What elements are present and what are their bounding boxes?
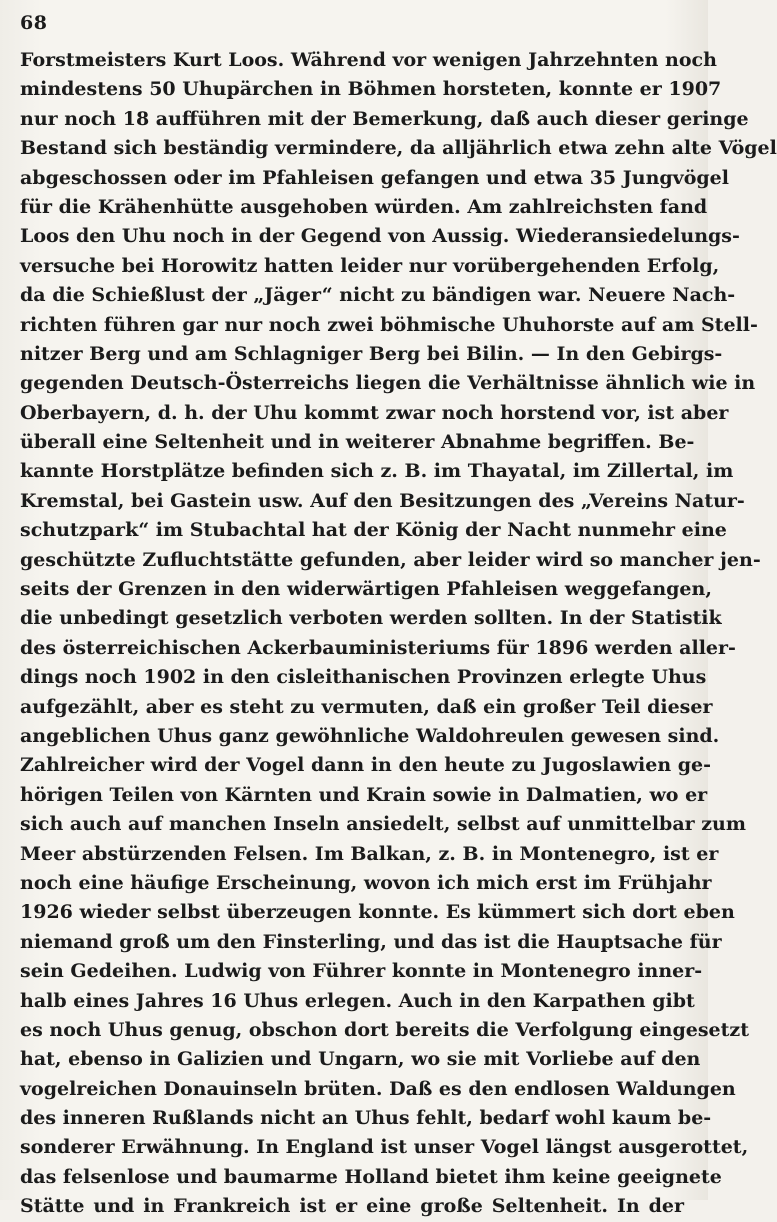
text-line: aufgezählt, aber es steht zu vermuten, daß ein großer Teil dieser xyxy=(20,695,713,718)
text-line: Loos den Uhu noch in der Gegend von Aussig. Wiederansiedelungs- xyxy=(20,225,740,248)
text-line: versuche bei Horowitz hatten leider nur vorübergehenden Erfolg, xyxy=(20,254,720,277)
text-line: kannte Horstplätze befinden sich z. B. im Thayatal, im Zillertal, im xyxy=(20,460,734,483)
text-line: nur noch 18 aufführen mit der Bemerkung, daß auch dieser geringe xyxy=(20,107,749,130)
text-line: Oberbayern, d. h. der Uhu kommt zwar noch horstend vor, ist aber xyxy=(20,401,729,424)
text-line: abgeschossen oder im Pfahleisen gefangen und etwa 35 Jungvögel xyxy=(20,166,729,189)
body-text xyxy=(20,46,777,1222)
text-line: hörigen Teilen von Kärnten und Krain sowie in Dalmatien, wo er xyxy=(20,783,708,806)
text-line: mindestens 50 Uhupärchen in Böhmen horsteten, konnte er 1907 xyxy=(20,78,722,101)
text-line: überall eine Seltenheit und in weiterer Abnahme begriffen. Be- xyxy=(20,431,695,454)
text-line: sonderer Erwähnung. In England ist unser Vogel längst ausgerottet, xyxy=(20,1136,749,1159)
text-line: Forstmeisters Kurt Loos. Während vor wenigen Jahrzehnten noch xyxy=(20,49,717,71)
text-line: richten führen gar nur noch zwei böhmische Uhuhorste auf am Stell- xyxy=(20,313,758,336)
text-line: des inneren Rußlands nicht an Uhus fehlt, bedarf wohl kaum be- xyxy=(20,1107,712,1130)
text-line: schutzpark“ im Stubachtal hat der König der Nacht nunmehr eine xyxy=(20,519,727,542)
page-number: 68 xyxy=(20,12,48,34)
text-line: Stätte und in Frankreich ist er eine große Seltenheit. In der xyxy=(20,1195,684,1218)
text-line: gegenden Deutsch-Österreichs liegen die Verhältnisse ähnlich wie in xyxy=(20,372,756,395)
text-line: Zahlreicher wird der Vogel dann in den heute zu Jugoslawien ge- xyxy=(20,754,712,777)
text-line: die unbedingt gesetzlich verboten werden sollten. In der Statistik xyxy=(20,607,722,630)
text-line: niemand groß um den Finsterling, und das ist die Hauptsache für xyxy=(20,930,722,953)
text-line: geschützte Zufluchtstätte gefunden, aber leider wird so mancher jen- xyxy=(20,548,761,571)
text-line: für die Krähenhütte ausgehoben würden. Am zahlreichsten fand xyxy=(20,195,708,218)
text-line: seits der Grenzen in den widerwärtigen Pfahleisen weggefangen, xyxy=(20,578,712,601)
text-line: das felsenlose und baumarme Holland bietet ihm keine geeignete xyxy=(20,1165,722,1188)
text-line: vogelreichen Donauinseln brüten. Daß es den endlosen Waldungen xyxy=(20,1077,736,1100)
text-line: noch eine häufige Erscheinung, wovon ich mich erst im Frühjahr xyxy=(20,871,712,894)
text-line: nitzer Berg und am Schlagniger Berg bei Bilin. — In den Gebirgs- xyxy=(20,342,723,365)
text-line: sich auch auf manchen Inseln ansiedelt, selbst auf unmittelbar zum xyxy=(20,813,746,836)
text-line: Bestand sich beständig vermindere, da alljährlich etwa zehn alte Vögel xyxy=(20,137,777,160)
text-line: da die Schießlust der „Jäger“ nicht zu bändigen war. Neuere Nach- xyxy=(20,284,736,307)
text-line: des österreichischen Ackerbauministeriums für 1896 werden aller- xyxy=(20,636,736,659)
text-line: dings noch 1902 in den cisleithanischen Provinzen erlegte Uhus xyxy=(20,666,707,689)
text-line: hat, ebenso in Galizien und Ungarn, wo sie mit Vorliebe auf den xyxy=(20,1048,701,1071)
text-line: es noch Uhus genug, obschon dort bereits die Verfolgung eingesetzt xyxy=(20,1018,749,1041)
text-line: angeblichen Uhus ganz gewöhnliche Waldohreulen gewesen sind. xyxy=(20,724,720,747)
text-line: halb eines Jahres 16 Uhus erlegen. Auch in den Karpathen gibt xyxy=(20,989,695,1012)
text-line: Meer abstürzenden Felsen. Im Balkan, z. B. in Montenegro, ist er xyxy=(20,842,719,865)
text-line: 1926 wieder selbst überzeugen konnte. Es kümmert sich dort eben xyxy=(20,901,735,924)
text-line: Kremstal, bei Gastein usw. Auf den Besitzungen des „Vereins Natur- xyxy=(20,489,745,512)
text-line: sein Gedeihen. Ludwig von Führer konnte in Montenegro inner- xyxy=(20,960,703,983)
